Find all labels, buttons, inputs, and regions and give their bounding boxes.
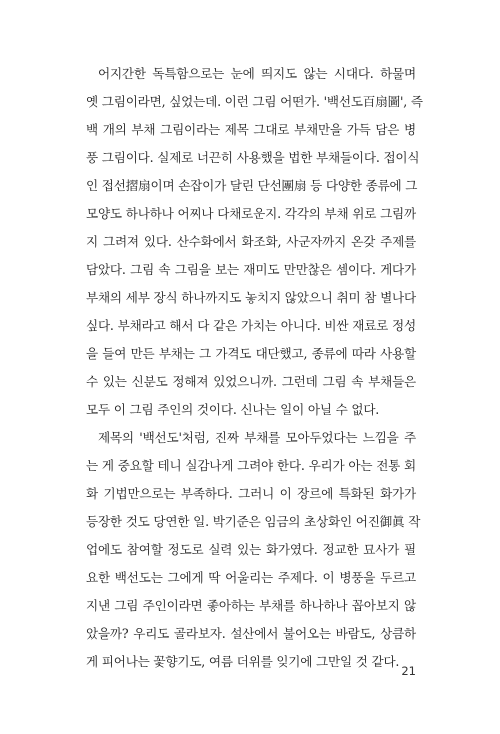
text-line: 부채의 세부 장식 하나까지도 놓치지 않았으니 취미 참 별나다	[86, 290, 416, 305]
text-line: 제목의 '백선도'처럼, 진짜 부채를 모아두었다는 느낌을 주	[98, 430, 416, 445]
body-text	[86, 60, 423, 676]
paragraph-2	[86, 424, 421, 676]
text-line: 풍 그림이다. 실제로 너끈히 사용했을 법한 부채들이다. 접이식	[86, 150, 420, 165]
text-line: 았을까? 우리도 골라보자. 설산에서 불어오는 바람도, 상큼하	[86, 626, 416, 641]
text-line: 모양도 하나하나 어찌나 다채로운지. 각각의 부채 위로 그림까	[86, 206, 416, 221]
text-line: 옛 그림이라면, 싶었는데. 이런 그림 어떤가. '백선도百扇圖', 즉	[86, 94, 423, 109]
text-line: 등장한 것도 당연한 일. 박기준은 임금의 초상화인 어진御眞 작	[86, 514, 421, 529]
text-line: 게 피어나는 꽃향기도, 여름 더위를 잊기에 그만일 것 같다.	[86, 654, 400, 669]
text-line: 싶다. 부채라고 해서 다 같은 가치는 아니다. 비싼 재료로 정성	[86, 318, 416, 333]
text-line: 지낸 그림 주인이라면 좋아하는 부채를 하나하나 꼽아보지 않	[86, 598, 416, 613]
paragraph-1	[86, 60, 423, 424]
text-line: 인 접선摺扇이며 손잡이가 달린 단선團扇 등 다양한 종류에 그	[86, 178, 418, 193]
text-line: 는 게 중요할 테니 실감나게 그려야 한다. 우리가 아는 전통 회	[86, 458, 416, 473]
text-line: 업에도 참여할 정도로 실력 있는 화가였다. 정교한 묘사가 필	[86, 542, 416, 557]
text-line: 모두 이 그림 주인의 것이다. 신나는 일이 아닐 수 없다.	[86, 402, 380, 417]
text-line: 어지간한 독특함으로는 눈에 띄지도 않는 시대다. 하물며	[98, 66, 416, 81]
text-line: 지 그려져 있다. 산수화에서 화조화, 사군자까지 온갖 주제를	[86, 234, 416, 249]
page-number: 21	[401, 664, 416, 678]
text-line: 요한 백선도는 그에게 딱 어울리는 주제다. 이 병풍을 두르고	[86, 570, 416, 585]
text-line: 을 들여 만든 부채는 그 가격도 대단했고, 종류에 따라 사용할	[86, 346, 416, 361]
text-line: 백 개의 부채 그림이라는 제목 그대로 부채만을 가득 담은 병	[86, 122, 416, 137]
text-line: 수 있는 신분도 정해져 있었으니까. 그런데 그림 속 부채들은	[86, 374, 416, 389]
text-line: 담았다. 그림 속 그림을 보는 재미도 만만찮은 셈이다. 게다가	[86, 262, 416, 277]
text-line: 화 기법만으로는 부족하다. 그러니 이 장르에 특화된 화가가	[86, 486, 416, 501]
